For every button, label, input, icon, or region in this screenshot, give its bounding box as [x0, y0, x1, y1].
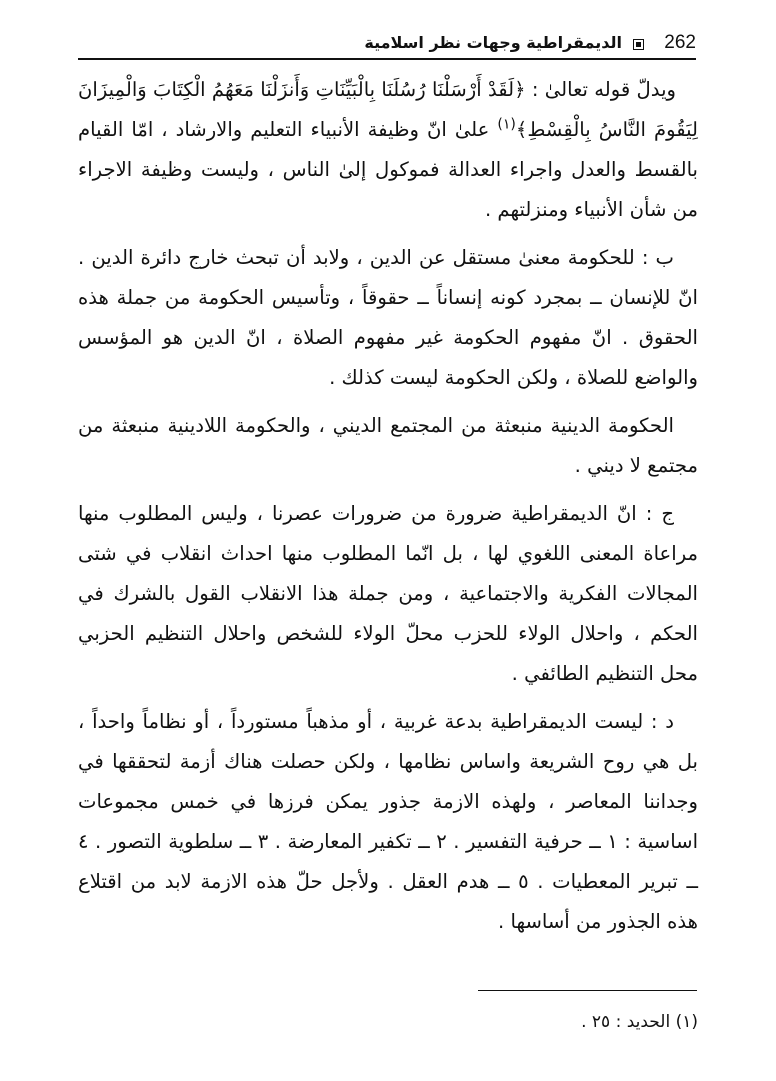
page-number: 262 [664, 32, 696, 53]
running-title: الديمقراطية وجهات نظر اسلامية [364, 33, 622, 52]
paragraph-intro: ويدلّ قوله تعالىٰ : [525, 78, 676, 101]
footnote-separator [478, 990, 697, 991]
quran-verse: ﴿لَقَدْ أَرْسَلْنَا رُسُلَنَا بِالْبَيِّنَاتِ وَأَنزَلْنَا مَعَهُمُ الْكِتَابَ وَالْمِيزَانَ لِيَقُومَ النَّاسُ بِالْقِسْطِ﴾ [78, 78, 698, 141]
paragraph-c: ج : انّ الديمقراطية ضرورة من ضرورات عصرنا ، وليس المطلوب منها مراعاة المعنى اللغوي لها ، بل انّما المطلوب منها احداث انقلاب في شتى المجالات الفكرية والاجتماعية ، ومن جملة هذا الانقلاب القول بالشرك في الحكم ، واحلال الولاء للحزب محلّ الولاء للشخص واحلال التنظيم الحزبي محل التنظيم الطائفي . [78, 502, 698, 685]
footnote-reference: (١) [497, 116, 516, 133]
paragraph-d: د : ليست الديمقراطية بدعة غربية ، أو مذهباً مستورداً ، أو نظاماً واحداً ، بل هي روح الشريعة واساس نظامها ، ولكن حصلت هناك أزمة لتحققها في وجداننا المعاصر ، ولهذه الازمة جذور يمكن فرزها في خمس مجموعات اساسية : ١ ــ حرفية التفسير . ٢ ــ تكفير المعارضة . ٣ ــ سلطوية التصور . ٤ ــ تبرير المعطيات . ٥ ــ هدم العقل . ولأجل حلّ هذه الازمة لابد من اقتلاع هذه الجذور من أساسها . [78, 710, 699, 933]
paragraph-b: ب : للحكومة معنىٰ مستقل عن الدين ، ولابد أن تبحث خارج دائرة الدين . انّ للإنسان ــ بمجرد كونه إنساناً ــ حقوقاً ، وتأسيس الحكومة من جملة هذه الحقوق . انّ مفهوم الحكومة غير مفهوم الصلاة ، انّ الدين هو المؤسس والواضع للصلاة ، ولكن الحكومة ليست كذلك . [78, 246, 698, 389]
square-bullet-icon [633, 39, 644, 50]
running-header [78, 30, 696, 60]
page-body [78, 70, 698, 950]
paragraph-continuation: علىٰ انّ وظيفة الأنبياء التعليم والارشاد ، امّا القيام بالقسط والعدل واجراء العدالة فموكول إلىٰ الناس ، وليست وظيفة الاجراء من شأن الأنبياء ومنزلتهم . [78, 118, 698, 221]
header-rule [78, 58, 696, 60]
footnote: (١) الحديد : ٢٥ . [581, 1012, 698, 1032]
paragraph-religious-government: الحكومة الدينية منبعثة من المجتمع الديني ، والحكومة اللادينية منبعثة من مجتمع لا ديني . [78, 414, 698, 477]
paragraph-quran-citation [78, 70, 698, 230]
